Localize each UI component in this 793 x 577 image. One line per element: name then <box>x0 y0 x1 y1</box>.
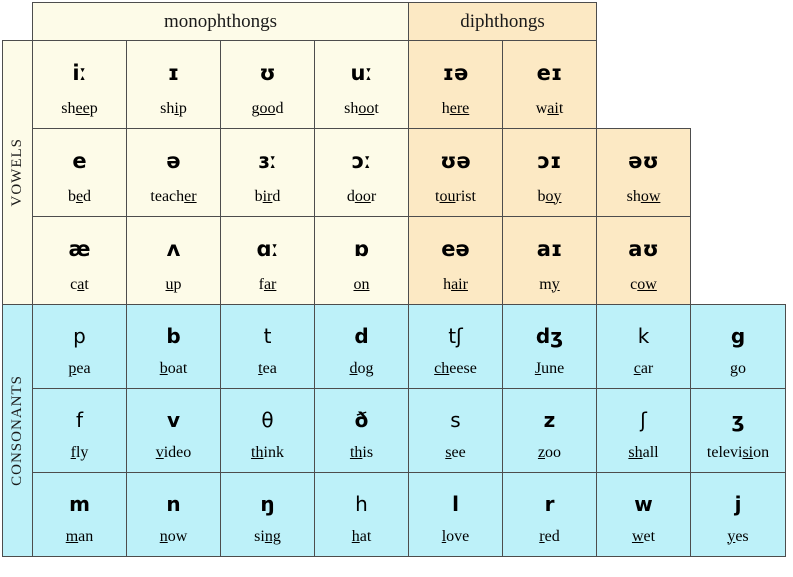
header-diphthongs: diphthongs <box>409 3 597 41</box>
phoneme-cell-ʌ[interactable] <box>127 217 221 305</box>
phoneme-symbol: aɪ <box>536 236 563 261</box>
phoneme-symbol: n <box>166 491 181 516</box>
phoneme-symbol: ʊ <box>259 60 276 85</box>
phoneme-cell-ð[interactable] <box>315 389 409 473</box>
phoneme-symbol: ə <box>166 148 181 173</box>
phoneme-cell-ɪ[interactable] <box>127 41 221 129</box>
phoneme-symbol: əʊ <box>628 148 659 173</box>
example-word: on <box>353 275 370 293</box>
header-monophthongs: monophthongs <box>33 3 409 41</box>
consonant-row <box>3 305 786 389</box>
phoneme-cell-t[interactable] <box>221 305 315 389</box>
phoneme-cell-h[interactable] <box>315 473 409 557</box>
phoneme-cell-s[interactable] <box>409 389 503 473</box>
phoneme-symbol: ð <box>354 407 369 432</box>
example-word: up <box>165 275 182 293</box>
example-word: tea <box>258 359 277 377</box>
vowel-row <box>3 129 786 217</box>
phoneme-cell-v[interactable] <box>127 389 221 473</box>
phoneme-symbol: h <box>355 491 368 516</box>
phoneme-cell-j[interactable] <box>691 473 786 557</box>
phoneme-cell-g[interactable] <box>691 305 786 389</box>
phoneme-symbol: m <box>69 491 90 516</box>
phoneme-symbol: eɪ <box>536 60 563 85</box>
phoneme-cell-r[interactable] <box>503 473 597 557</box>
phoneme-symbol: ɜː <box>258 148 277 173</box>
vowel-row <box>3 217 786 305</box>
phoneme-symbol: ɪ <box>167 60 180 85</box>
phoneme-symbol: iː <box>72 60 87 85</box>
phoneme-symbol: ʊə <box>440 148 471 173</box>
example-word: boat <box>159 359 188 377</box>
phoneme-symbol: b <box>166 323 181 348</box>
example-word: shoot <box>344 99 379 117</box>
phoneme-symbol: d <box>354 323 369 348</box>
example-word: far <box>258 275 277 293</box>
empty-cell <box>691 129 786 217</box>
example-word: wait <box>535 99 564 117</box>
phoneme-symbol: aʊ <box>628 236 659 261</box>
example-word: yes <box>727 527 749 545</box>
phoneme-cell-w[interactable] <box>597 473 691 557</box>
example-word: dog <box>349 359 374 377</box>
header-spacer-1 <box>597 3 691 41</box>
phoneme-cell-ɔː[interactable] <box>315 129 409 217</box>
example-word: car <box>633 359 654 377</box>
phoneme-symbol: v <box>166 407 181 432</box>
example-word: my <box>539 275 560 293</box>
example-word: sing <box>254 527 281 545</box>
example-word: zoo <box>537 443 562 461</box>
header-corner-spacer <box>3 3 33 41</box>
phoneme-cell-tʃ[interactable] <box>409 305 503 389</box>
header-spacer-2 <box>691 3 786 41</box>
phoneme-cell-k[interactable] <box>597 305 691 389</box>
phoneme-symbol: ŋ <box>260 491 275 516</box>
example-word: cow <box>630 275 657 293</box>
phoneme-cell-ɒ[interactable] <box>315 217 409 305</box>
phoneme-cell-ʊ[interactable] <box>221 41 315 129</box>
vowel-row <box>3 41 786 129</box>
phoneme-cell-æ[interactable] <box>33 217 127 305</box>
chart-grid <box>2 2 786 557</box>
example-word: bird <box>254 187 281 205</box>
phoneme-symbol: ɒ <box>353 236 370 261</box>
example-word: now <box>159 527 188 545</box>
phoneme-symbol: e <box>72 148 87 173</box>
phoneme-symbol: s <box>450 407 461 432</box>
phoneme-symbol: tʃ <box>448 323 463 348</box>
example-word: fly <box>70 443 89 461</box>
phoneme-cell-ə[interactable] <box>127 129 221 217</box>
example-word: teacher <box>150 187 197 205</box>
phoneme-symbol: k <box>637 323 650 348</box>
example-word: here <box>441 99 470 117</box>
empty-cell <box>691 41 786 129</box>
consonant-row <box>3 473 786 557</box>
phoneme-cell-m[interactable] <box>33 473 127 557</box>
phoneme-cell-z[interactable] <box>503 389 597 473</box>
example-word: pea <box>68 359 91 377</box>
phoneme-symbol: ʒ <box>731 407 745 432</box>
phoneme-symbol: r <box>544 491 555 516</box>
phoneme-cell-ɪə[interactable] <box>409 41 503 129</box>
phoneme-symbol: w <box>634 491 653 516</box>
example-word: this <box>349 443 374 461</box>
phoneme-symbol: t <box>263 323 272 348</box>
phoneme-cell-aʊ[interactable] <box>597 217 691 305</box>
phoneme-symbol: ɑː <box>256 236 279 261</box>
phoneme-cell-iː[interactable] <box>33 41 127 129</box>
phoneme-cell-aɪ[interactable] <box>503 217 597 305</box>
example-word: bed <box>67 187 92 205</box>
phoneme-symbol: ʃ <box>640 407 647 432</box>
example-word: see <box>445 443 466 461</box>
example-word: hair <box>443 275 468 293</box>
phoneme-symbol: ɔː <box>351 148 372 173</box>
phoneme-cell-f[interactable] <box>33 389 127 473</box>
example-word: boy <box>537 187 562 205</box>
phoneme-symbol: ɪə <box>442 60 469 85</box>
phoneme-cell-eɪ[interactable] <box>503 41 597 129</box>
example-word: June <box>534 359 565 377</box>
phoneme-symbol: z <box>543 407 556 432</box>
side-label-consonants <box>3 305 33 557</box>
example-word: show <box>626 187 661 205</box>
example-word: love <box>441 527 470 545</box>
header-row <box>3 3 786 41</box>
phoneme-symbol: l <box>452 491 459 516</box>
example-word: wet <box>631 527 656 545</box>
example-word: shall <box>628 443 659 461</box>
phoneme-cell-b[interactable] <box>127 305 221 389</box>
phoneme-cell-d[interactable] <box>315 305 409 389</box>
side-label-vowels-text: VOWELS <box>9 138 25 207</box>
phoneme-symbol: ɔɪ <box>537 148 562 173</box>
example-word: cat <box>70 275 89 293</box>
example-word: television <box>706 443 770 461</box>
example-word: go <box>730 359 746 377</box>
phoneme-symbol: f <box>75 407 84 432</box>
example-word: man <box>65 527 94 545</box>
phoneme-symbol: p <box>73 323 86 348</box>
phoneme-symbol: æ <box>68 236 91 261</box>
phoneme-cell-ɜː[interactable] <box>221 129 315 217</box>
side-label-vowels <box>3 41 33 305</box>
phoneme-cell-ʊə[interactable] <box>409 129 503 217</box>
phoneme-symbol: g <box>730 323 746 348</box>
example-word: tourist <box>435 187 476 205</box>
example-word: sheep <box>61 99 98 117</box>
phoneme-cell-l[interactable] <box>409 473 503 557</box>
empty-cell <box>597 41 691 129</box>
phoneme-cell-əʊ[interactable] <box>597 129 691 217</box>
phoneme-cell-dʒ[interactable] <box>503 305 597 389</box>
phoneme-symbol: uː <box>350 60 373 85</box>
phoneme-symbol: ʌ <box>166 236 181 261</box>
phoneme-symbol: j <box>734 491 742 516</box>
phoneme-cell-n[interactable] <box>127 473 221 557</box>
phoneme-cell-θ[interactable] <box>221 389 315 473</box>
phoneme-symbol: eə <box>441 236 470 261</box>
phoneme-symbol: θ <box>261 407 274 432</box>
example-word: cheese <box>434 359 477 377</box>
example-word: hat <box>351 527 372 545</box>
example-word: door <box>346 187 377 205</box>
phoneme-symbol: dʒ <box>535 323 564 348</box>
phoneme-cell-eə[interactable] <box>409 217 503 305</box>
phoneme-cell-ŋ[interactable] <box>221 473 315 557</box>
phoneme-cell-ɔɪ[interactable] <box>503 129 597 217</box>
side-label-consonants-text: CONSONANTS <box>9 375 25 486</box>
phoneme-cell-ɑː[interactable] <box>221 217 315 305</box>
phoneme-cell-ʒ[interactable] <box>691 389 786 473</box>
example-word: good <box>251 99 284 117</box>
example-word: ship <box>160 99 187 117</box>
phoneme-cell-uː[interactable] <box>315 41 409 129</box>
consonant-row <box>3 389 786 473</box>
empty-cell <box>691 217 786 305</box>
example-word: think <box>251 443 284 461</box>
phoneme-cell-ʃ[interactable] <box>597 389 691 473</box>
example-word: red <box>539 527 560 545</box>
phoneme-cell-p[interactable] <box>33 305 127 389</box>
phoneme-cell-e[interactable] <box>33 129 127 217</box>
example-word: video <box>155 443 192 461</box>
